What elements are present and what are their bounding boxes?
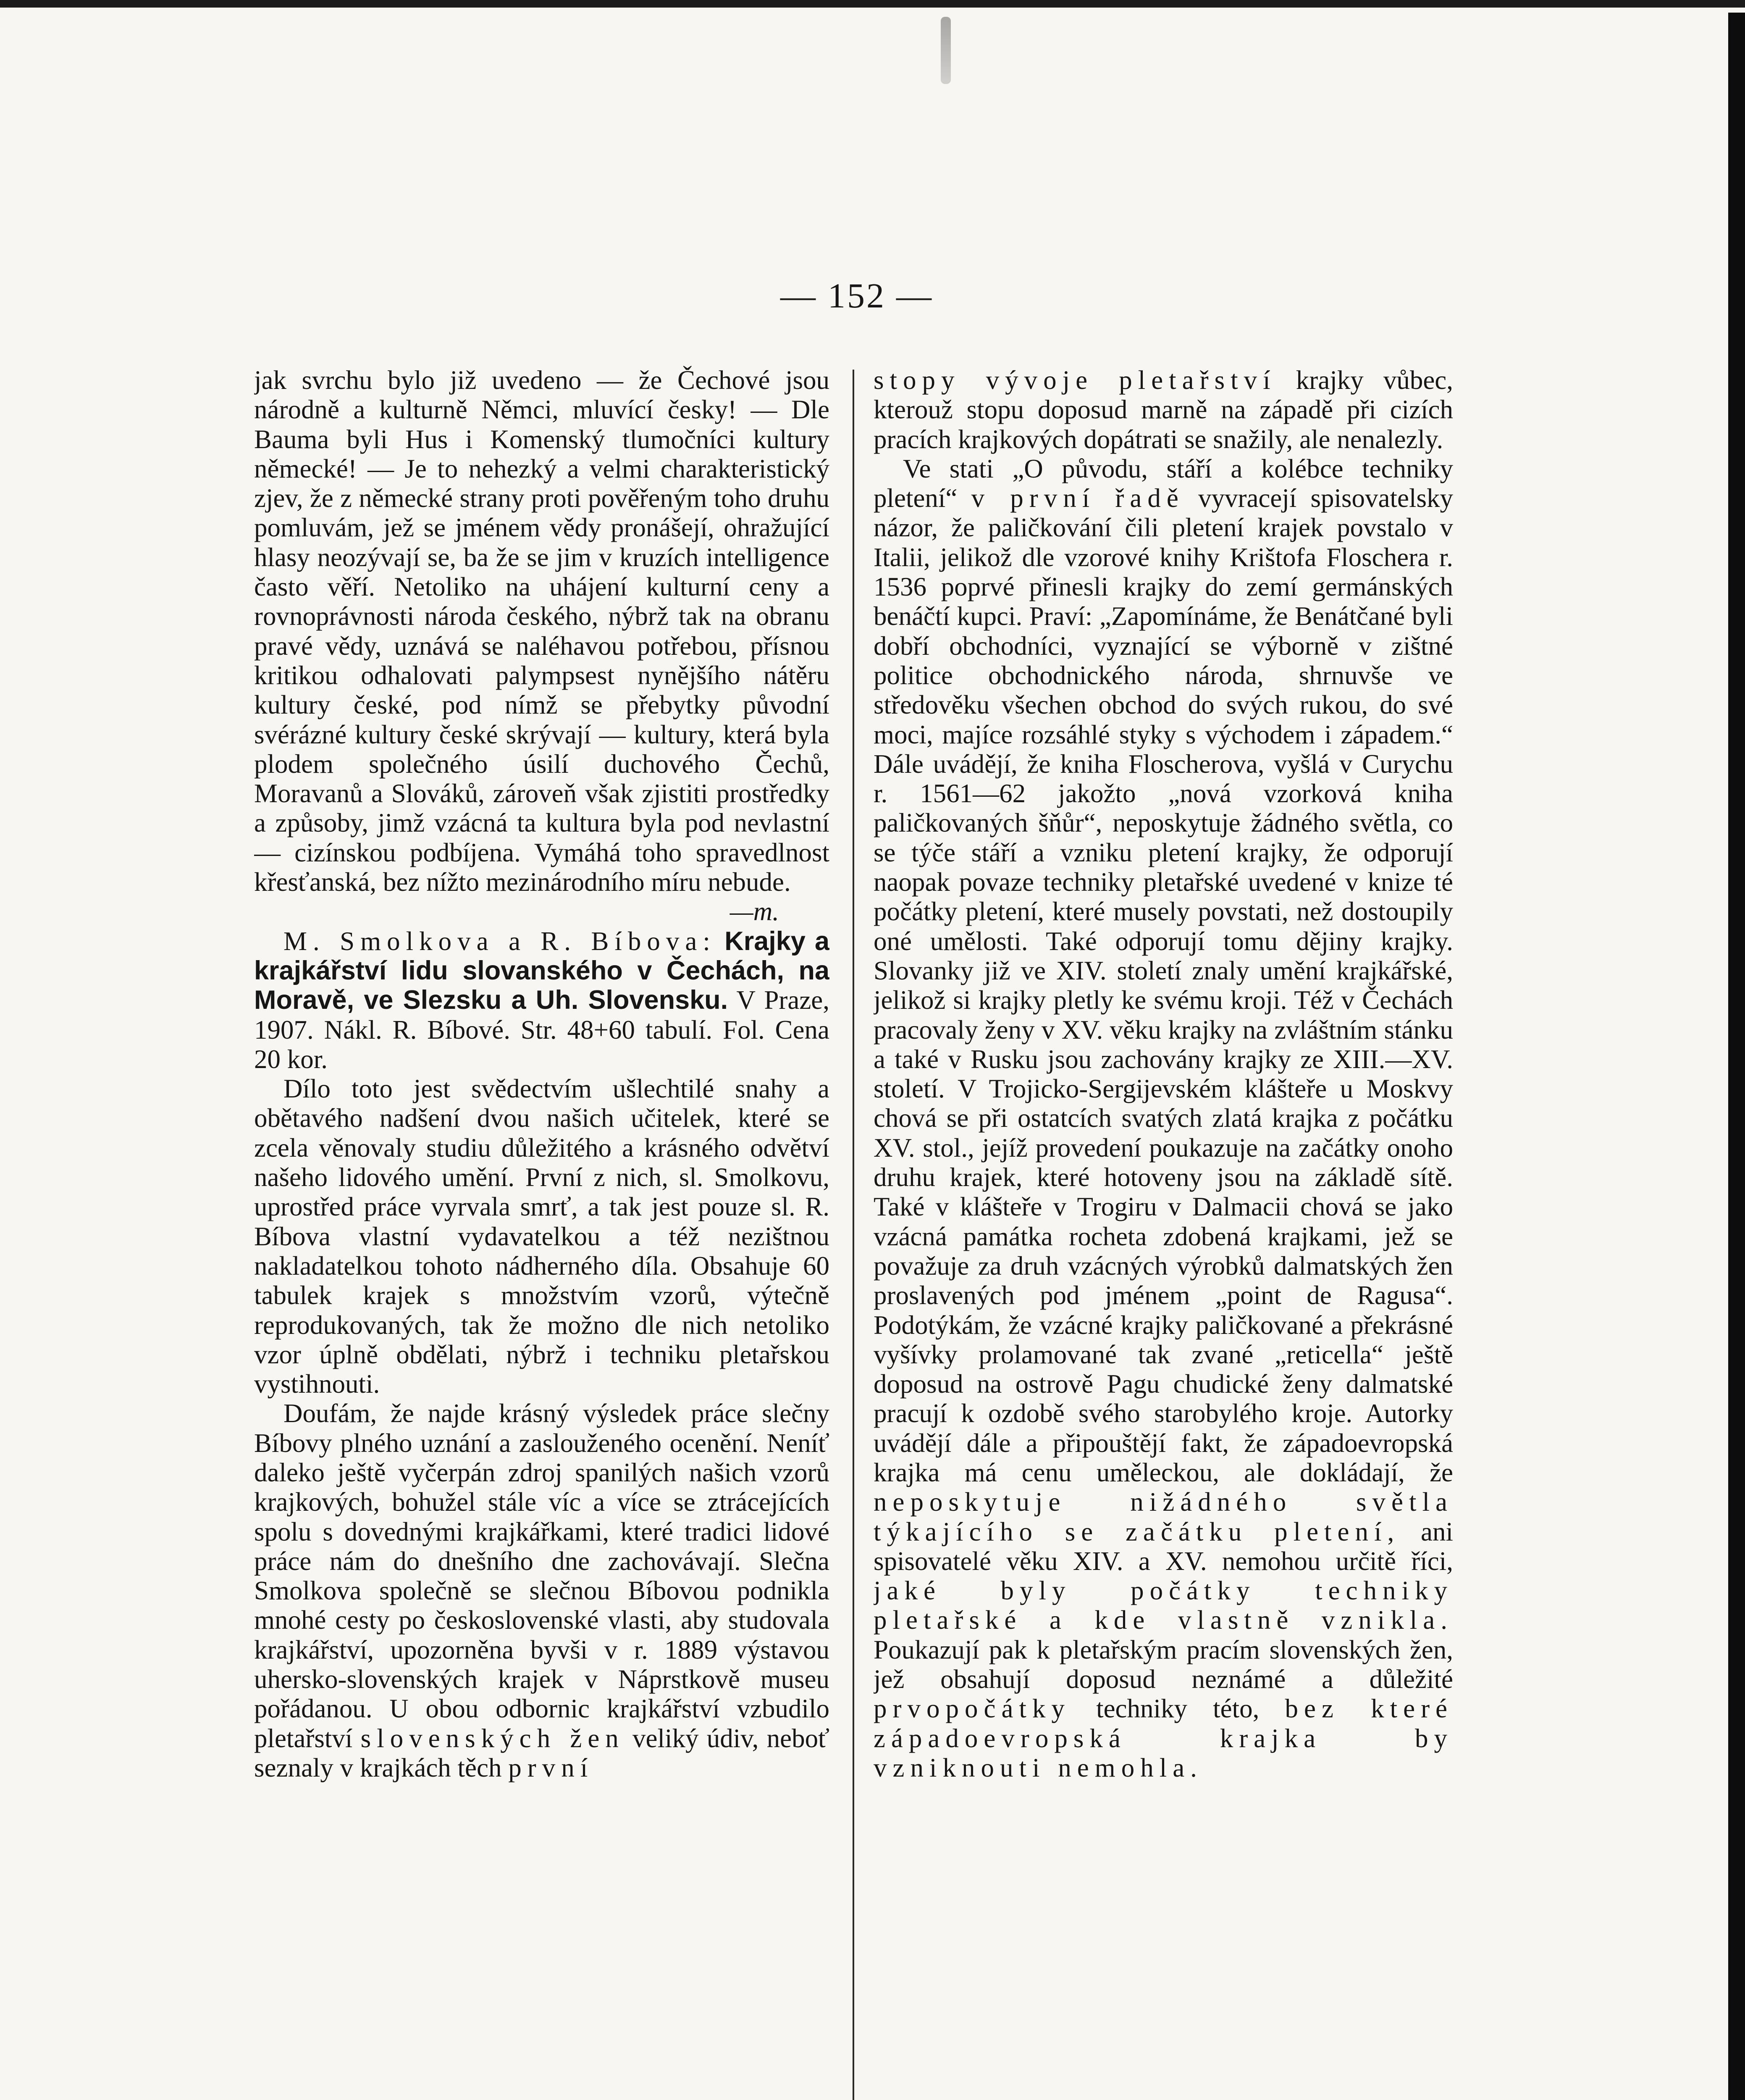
right-paragraph-2-b: vyvracejí spisovatelsky názor, že paličkování čili pletení krajek povstalo v Italii, jelikož dle vzorové knihy Krištofa Floschera r. 1536 poprvé přinesli krajky do zemí germánských benáčtí kupci. Praví: „Zapomínáme, že Benátčané byli dobří obchodníci, vyznající se výborně v zištné politice obchodnického národa, shrnuvše ve středověku všechen obchod do svých rukou, do své moci, majíce rozsáhlé styky s východem i západem.“ Dále uvádějí, že kniha Floscherova, vyšlá v Curychu r. 1561—62 jakožto „nová vzorková kniha paličkovaných šňůr“, neposkytuje žádného světla, co se týče stáří a vzniku pletení krajky, že odporují naopak povaze techniky pletařské uvedené v knize té počátky pletení, které musely povstati, než dostoupily oné umělosti. Také odporují tomu dějiny krajky. Slovanky již ve XIV. století znaly umění krajkářské, jelikož si krajky pletly ke svému kroji. Též v Čechách pracovaly ženy v XV. věku krajky na zvláštním stánku a také v Rusku jsou zachovány krajky ze XIII.—XV. století. V Trojicko-Sergijevském klášteře u Moskvy chová se při ostatcích svatých zlatá krajka z počátku XV. stol., jejíž provedení poukazuje na začátky onoho druhu krajek, které hotoveny jsou na základě sítě. Také v klášteře v Trogiru v Dalmacii chová se jako vzácná památka rocheta zdobená krajkami, jež se považuje za druh vzácných výrobků dalmatských žen proslavených pod jménem „point de Ragusa“. Podotýkám, že vzácné krajky paličkované a překrásné vyšívky prolamované tak zvané „reticella“ ještě doposud na ostrově Pagu chudické ženy dalmatské pracují k ozdobě svého starobylého kroje. Autorky uvádějí dále a připouštějí fakt, že západoevropská krajka má cenu uměleckou, ale dokládají, že [874, 483, 1453, 1487]
review-title: Krajky a krajkářství lidu slovanského v Čechách, na Moravě, ve Slezsku a Uh. Slovensku. [254, 926, 829, 1015]
right-paragraph-2 [874, 454, 1453, 1782]
left-paragraph-3 [254, 1399, 829, 1782]
right-paragraph-2-a: Ve stati „O původu, stáří a kolébce techniky pletení“ [874, 454, 1453, 513]
column-divider [853, 370, 854, 2100]
right-paragraph-2-d: Poukazují pak k pletařským pracím slovenských žen, jež obsahují doposud neznámé a důležité [874, 1635, 1453, 1694]
review-authors: M. Smolkova a R. Bíbova: [283, 926, 716, 956]
left-column [254, 365, 829, 2100]
right-paragraph-1-text: krajky vůbec, kterouž stopu doposud marně na západě při cizích pracích krajkových dopátrati se snažily, ale nenalezly. [874, 365, 1453, 454]
review-publication: V Praze, 1907. Nákl. R. Bíbové. Str. 48+60 tabulí. Fol. Cena 20 kor. [254, 985, 829, 1074]
right-paragraph-2-emphasis-a: v první řadě [971, 483, 1184, 513]
right-paragraph-1 [874, 365, 1453, 454]
right-paragraph-2-c: ani spisovatelé věku XIV. a XV. nemohou určitě říci, [874, 1517, 1453, 1576]
scan-edge-right [1728, 13, 1745, 2100]
left-paragraph-3-emphasis-end: první [508, 1753, 594, 1782]
left-paragraph-1 [254, 365, 829, 897]
right-paragraph-1-emphasis: stopy vývoje pletařství [874, 365, 1276, 395]
right-paragraph-2-emphasis-b: neposkytuje nižádného světla týkajícího se začátku pletení, [874, 1487, 1453, 1546]
left-paragraph-3-tail: veliký údiv, neboť seznaly v krajkách těch [254, 1723, 829, 1782]
right-column [874, 365, 1453, 2100]
left-paragraph-3-emphasis: slovenských žen [360, 1723, 625, 1753]
signature: —m. [729, 897, 779, 927]
right-paragraph-2-e: techniky této, [1096, 1694, 1260, 1724]
left-paragraph-2: Dílo toto jest svědectvím ušlechtilé snahy a obětavého nadšení dvou našich učitelek, které se zcela věnovaly studiu důležitého a krásného odvětví našeho lidového umění. První z nich, sl. Smolkovu, uprostřed práce vyrvala smrť, a tak jest pouze sl. R. Bíbova vlastní vydavatelkou a též nezištnou nakladatelkou tohoto nádherného díla. Obsahuje 60 tabulek krajek s množstvím vzorů, výtečně reprodukovaných, tak že možno dle nich netoliko vzor úplně obdělati, nýbrž i techniku pletařskou vystihnouti. [254, 1074, 829, 1399]
right-paragraph-2-emphasis-d: prvopočátky [874, 1694, 1071, 1724]
left-paragraph-3-lead: Doufám, že najde krásný výsledek práce slečny Bíbovy plného uznání a zaslouženého ocenění. Neníť daleko ještě vyčerpán zdroj spanilých našich vzorů krajkových, bohužel stále víc a více se ztrácejících spolu s dovednými krajkářkami, které tradici lidové práce nám do dnešního dne zachovávají. Slečna Smolkova společně se slečnou Bíbovou podnikla mnohé cesty po československé vlasti, aby studovala krajkářství, upozorněna byvši v r. 1889 výstavou uhersko-slovenských krajek v Náprstkově museu pořádanou. U obou odbornic krajkářství vzbudilo pletařství [254, 1399, 829, 1753]
scan-smudge [941, 17, 951, 84]
left-paragraph-1-text: jak svrchu bylo již uvedeno — že Čechové jsou národně a kulturně Němci, mluvící česky! — Dle Bauma byli Hus i Komenský tlumočníci kultury německé! — Je to nehezký a velmi charakteristický zjev, že z německé strany proti pověřeným toho druhu pomluvám, jež se jménem vědy pronášejí, ohražující hlasy neozývají se, ba že se jim v kruzích intelligence často věří. Netoliko na uhájení kulturní ceny a rovnoprávnosti národa českého, nýbrž tak na obranu pravé vědy, uznává se naléhavou potřebou, přísnou kritikou odhalovati palympsest nynějšího nátěru kultury české, pod nímž se přebytky původní svérázné kultury české skrývají — kultury, která byla plodem společného úsilí duchového Čechů, Moravanů a Slováků, zároveň však zjistiti prostředky a způsoby, jimž vzácná ta kultura byla pod nevlastní — cizínskou podbíjena. Vymáhá toho spravedlnost křesťanská, bez nížto mezinárodního míru nebude. [254, 365, 829, 897]
right-paragraph-2-emphasis-e: bez které západoevropská krajka by vzniknouti nemohla. [874, 1694, 1453, 1782]
review-header [254, 927, 829, 1074]
page-number: — 152 — [780, 276, 933, 315]
right-paragraph-2-emphasis-c: jaké byly počátky techniky pletařské a kde vlastně vznikla. [874, 1576, 1453, 1635]
scan-edge-top [0, 0, 1745, 8]
